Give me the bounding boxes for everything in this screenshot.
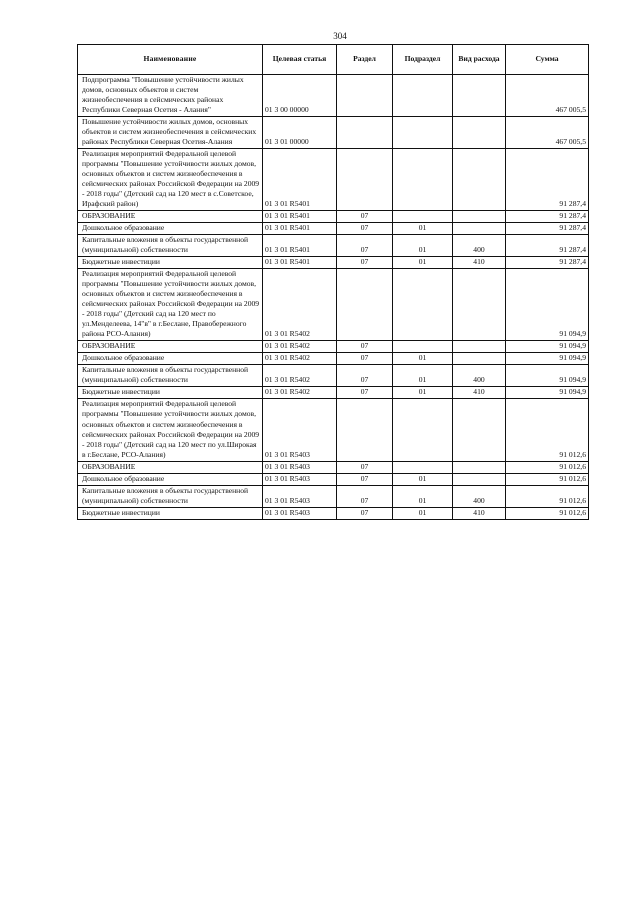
cell-name: ОБРАЗОВАНИЕ xyxy=(78,461,263,473)
budget-table xyxy=(77,44,589,520)
cell-name: ОБРАЗОВАНИЕ xyxy=(78,211,263,223)
cell-target-article: 01 3 01 R5403 xyxy=(263,399,337,461)
cell-name: Реализация мероприятий Федеральной целевой программы "Повышение устойчивости жилых домов, основных объектов и систем жизнеобеспечения в сейсмических районах Российской Федерации на 2009 - 2018 годы" (Детский сад на 120 мест по ул.Широкая в г.Беслане, РСО-Алания) xyxy=(78,399,263,461)
cell-subsection xyxy=(393,211,453,223)
table-row xyxy=(78,269,589,341)
cell-subsection: 01 xyxy=(393,473,453,485)
cell-section: 07 xyxy=(337,341,393,353)
cell-section xyxy=(337,149,393,211)
table-row xyxy=(78,485,589,507)
cell-section: 07 xyxy=(337,211,393,223)
cell-expense-type xyxy=(453,473,506,485)
cell-subsection: 01 xyxy=(393,365,453,387)
cell-section: 07 xyxy=(337,235,393,257)
cell-amount: 467 005,5 xyxy=(506,117,589,149)
cell-target-article: 01 3 01 R5402 xyxy=(263,341,337,353)
cell-section xyxy=(337,117,393,149)
cell-expense-type xyxy=(453,75,506,117)
table-row xyxy=(78,149,589,211)
page-number: 304 xyxy=(333,31,347,41)
cell-expense-type: 400 xyxy=(453,365,506,387)
cell-subsection: 01 xyxy=(393,387,453,399)
cell-expense-type xyxy=(453,117,506,149)
cell-target-article: 01 3 01 R5402 xyxy=(263,269,337,341)
cell-amount: 91 094,9 xyxy=(506,353,589,365)
cell-amount: 91 094,9 xyxy=(506,365,589,387)
cell-name: Бюджетные инвестиции xyxy=(78,507,263,519)
cell-target-article: 01 3 01 R5402 xyxy=(263,353,337,365)
table-row xyxy=(78,399,589,461)
cell-target-article: 01 3 01 R5403 xyxy=(263,473,337,485)
table-row xyxy=(78,387,589,399)
cell-expense-type xyxy=(453,269,506,341)
cell-target-article: 01 3 01 R5403 xyxy=(263,507,337,519)
table-row xyxy=(78,365,589,387)
cell-subsection xyxy=(393,341,453,353)
cell-target-article: 01 3 01 R5403 xyxy=(263,485,337,507)
cell-section: 07 xyxy=(337,473,393,485)
table-body xyxy=(78,75,589,520)
cell-expense-type: 400 xyxy=(453,235,506,257)
table-row xyxy=(78,473,589,485)
cell-section: 07 xyxy=(337,485,393,507)
cell-subsection: 01 xyxy=(393,353,453,365)
cell-target-article: 01 3 01 00000 xyxy=(263,117,337,149)
cell-amount: 467 005,5 xyxy=(506,75,589,117)
cell-target-article: 01 3 01 R5401 xyxy=(263,235,337,257)
cell-amount: 91 287,4 xyxy=(506,149,589,211)
cell-expense-type xyxy=(453,211,506,223)
cell-subsection: 01 xyxy=(393,507,453,519)
table-row xyxy=(78,235,589,257)
cell-subsection xyxy=(393,117,453,149)
cell-name: ОБРАЗОВАНИЕ xyxy=(78,341,263,353)
cell-expense-type xyxy=(453,399,506,461)
cell-target-article: 01 3 01 R5402 xyxy=(263,387,337,399)
cell-expense-type: 410 xyxy=(453,387,506,399)
cell-amount: 91 287,4 xyxy=(506,223,589,235)
cell-expense-type: 400 xyxy=(453,485,506,507)
cell-amount: 91 094,9 xyxy=(506,269,589,341)
cell-name: Дошкольное образование xyxy=(78,353,263,365)
cell-subsection: 01 xyxy=(393,485,453,507)
cell-amount: 91 012,6 xyxy=(506,507,589,519)
cell-expense-type xyxy=(453,341,506,353)
cell-amount: 91 287,4 xyxy=(506,235,589,257)
cell-amount: 91 287,4 xyxy=(506,257,589,269)
table-row xyxy=(78,257,589,269)
cell-section: 07 xyxy=(337,507,393,519)
header-article: Целевая статья xyxy=(263,45,337,75)
cell-name: Подпрограмма "Повышение устойчивости жилых домов, основных объектов и систем жизнеобеспечения в сейсмических районах Республики Северная Осетия - Алания" xyxy=(78,75,263,117)
cell-subsection xyxy=(393,461,453,473)
cell-target-article: 01 3 01 R5403 xyxy=(263,461,337,473)
cell-name: Бюджетные инвестиции xyxy=(78,257,263,269)
cell-target-article: 01 3 01 R5402 xyxy=(263,365,337,387)
cell-subsection: 01 xyxy=(393,257,453,269)
cell-amount: 91 012,6 xyxy=(506,461,589,473)
table-row xyxy=(78,507,589,519)
cell-target-article: 01 3 01 R5401 xyxy=(263,257,337,269)
cell-expense-type xyxy=(453,461,506,473)
cell-section: 07 xyxy=(337,353,393,365)
header-section: Раздел xyxy=(337,45,393,75)
cell-section xyxy=(337,399,393,461)
cell-name: Дошкольное образование xyxy=(78,223,263,235)
cell-expense-type xyxy=(453,223,506,235)
cell-expense-type: 410 xyxy=(453,257,506,269)
cell-name: Капитальные вложения в объекты государственной (муниципальной) собственности xyxy=(78,485,263,507)
header-expense-type: Вид расхода xyxy=(453,45,506,75)
cell-section: 07 xyxy=(337,387,393,399)
cell-subsection: 01 xyxy=(393,223,453,235)
cell-subsection xyxy=(393,269,453,341)
cell-subsection xyxy=(393,149,453,211)
cell-target-article: 01 3 00 00000 xyxy=(263,75,337,117)
table-row xyxy=(78,75,589,117)
cell-expense-type: 410 xyxy=(453,507,506,519)
header-subsection: Подраздел xyxy=(393,45,453,75)
table-header-row xyxy=(78,45,589,75)
cell-name: Повышение устойчивости жилых домов, основных объектов и систем жизнеобеспечения в сейсмических районах Республики Северная Осетия-Алания xyxy=(78,117,263,149)
table-row xyxy=(78,223,589,235)
table-row xyxy=(78,117,589,149)
cell-name: Реализация мероприятий Федеральной целевой программы "Повышение устойчивости жилых домов, основных объектов и систем жизнеобеспечения в сейсмических районах Российской Федерации на 2009 - 2018 годы" (Детский сад на 120 мест по ул.Менделеева, 14"в" в г.Беслане, Правобережного района РСО-Алания) xyxy=(78,269,263,341)
cell-name: Дошкольное образование xyxy=(78,473,263,485)
header-name: Наименование xyxy=(78,45,263,75)
cell-section: 07 xyxy=(337,257,393,269)
table-row xyxy=(78,341,589,353)
cell-section xyxy=(337,269,393,341)
cell-target-article: 01 3 01 R5401 xyxy=(263,149,337,211)
cell-expense-type xyxy=(453,353,506,365)
cell-amount: 91 012,6 xyxy=(506,473,589,485)
cell-amount: 91 287,4 xyxy=(506,211,589,223)
cell-section: 07 xyxy=(337,365,393,387)
cell-subsection xyxy=(393,75,453,117)
cell-target-article: 01 3 01 R5401 xyxy=(263,223,337,235)
cell-amount: 91 012,6 xyxy=(506,399,589,461)
cell-name: Реализация мероприятий Федеральной целевой программы "Повышение устойчивости жилых домов, основных объектов и систем жизнеобеспечения в сейсмических районах Российской Федерации на 2009 - 2018 годы" (Детский сад на 120 мест в с.Советское, Ирафский район) xyxy=(78,149,263,211)
cell-section: 07 xyxy=(337,223,393,235)
cell-target-article: 01 3 01 R5401 xyxy=(263,211,337,223)
cell-name: Бюджетные инвестиции xyxy=(78,387,263,399)
header-amount: Сумма xyxy=(506,45,589,75)
cell-name: Капитальные вложения в объекты государственной (муниципальной) собственности xyxy=(78,235,263,257)
cell-name: Капитальные вложения в объекты государственной (муниципальной) собственности xyxy=(78,365,263,387)
cell-subsection: 01 xyxy=(393,235,453,257)
table-row xyxy=(78,461,589,473)
cell-amount: 91 094,9 xyxy=(506,387,589,399)
cell-expense-type xyxy=(453,149,506,211)
table-row xyxy=(78,211,589,223)
cell-subsection xyxy=(393,399,453,461)
cell-section xyxy=(337,75,393,117)
cell-amount: 91 012,6 xyxy=(506,485,589,507)
cell-amount: 91 094,9 xyxy=(506,341,589,353)
cell-section: 07 xyxy=(337,461,393,473)
table-row xyxy=(78,353,589,365)
